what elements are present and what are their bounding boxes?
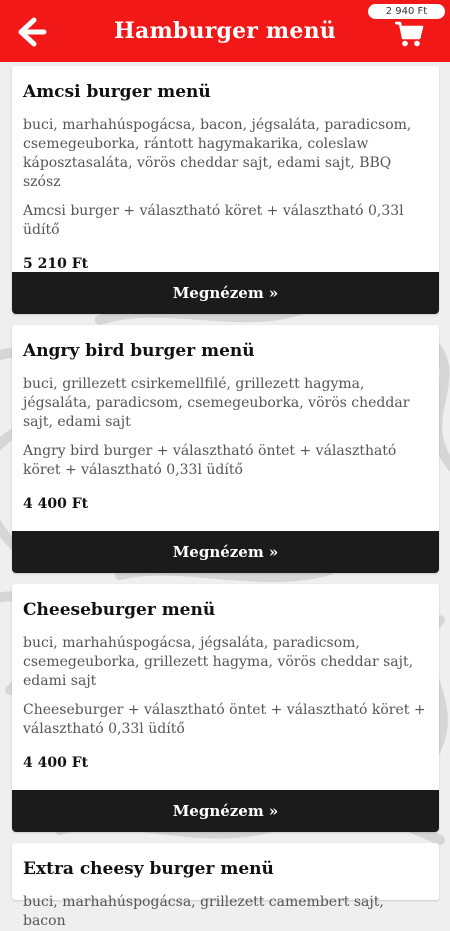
view-product-button[interactable]: Megnézem » — [12, 272, 439, 314]
product-price: 4 400 Ft — [23, 496, 89, 512]
product-name: Angry bird burger menü — [23, 341, 255, 361]
product-card — [12, 66, 439, 314]
product-ingredients: buci, grillezett csirkemellfilé, grillezett hagyma, jégsaláta, paradicsom, csemegeuborka, vörös cheddar sajt, edami sajt — [23, 376, 410, 430]
shopping-cart-icon[interactable] — [394, 20, 424, 48]
product-card — [12, 843, 439, 929]
product-ingredients: buci, marhahúspogácsa, bacon, jégsaláta, paradicsom, csemegeuborka, rántott hagymakarika, coleslaw káposztasaláta, vörös cheddar sajt, edami sajt, BBQ szósz — [23, 117, 412, 190]
product-name: Extra cheesy burger menü — [23, 859, 274, 879]
product-name: Amcsi burger menü — [23, 82, 211, 102]
product-ingredients: buci, marhahúspogácsa, grillezett camembert sajt, bacon — [23, 894, 384, 929]
app-header — [0, 0, 450, 62]
view-product-button[interactable]: Megnézem » — [12, 531, 439, 573]
product-description: Amcsi burger + választható köret + választható 0,33l üdítő — [23, 203, 404, 238]
page-title: Hamburger menü — [114, 18, 336, 44]
product-description: Cheeseburger + választható öntet + választható köret + választható 0,33l üdítő — [23, 702, 426, 737]
cart-total-badge[interactable]: 2 940 Ft — [368, 4, 445, 19]
product-ingredients: buci, marhahúspogácsa, jégsaláta, paradicsom, csemegeuborka, grillezett hagyma, vörös cheddar sajt, edami sajt — [23, 635, 414, 689]
product-description: Angry bird burger + választható öntet + választható köret + választható 0,33l üdítő — [23, 443, 397, 478]
product-price: 5 210 Ft — [23, 256, 89, 272]
product-card — [12, 584, 439, 832]
product-card — [12, 325, 439, 573]
view-product-button[interactable]: Megnézem » — [12, 790, 439, 832]
product-name: Cheeseburger menü — [23, 600, 216, 620]
product-price: 4 400 Ft — [23, 755, 89, 771]
